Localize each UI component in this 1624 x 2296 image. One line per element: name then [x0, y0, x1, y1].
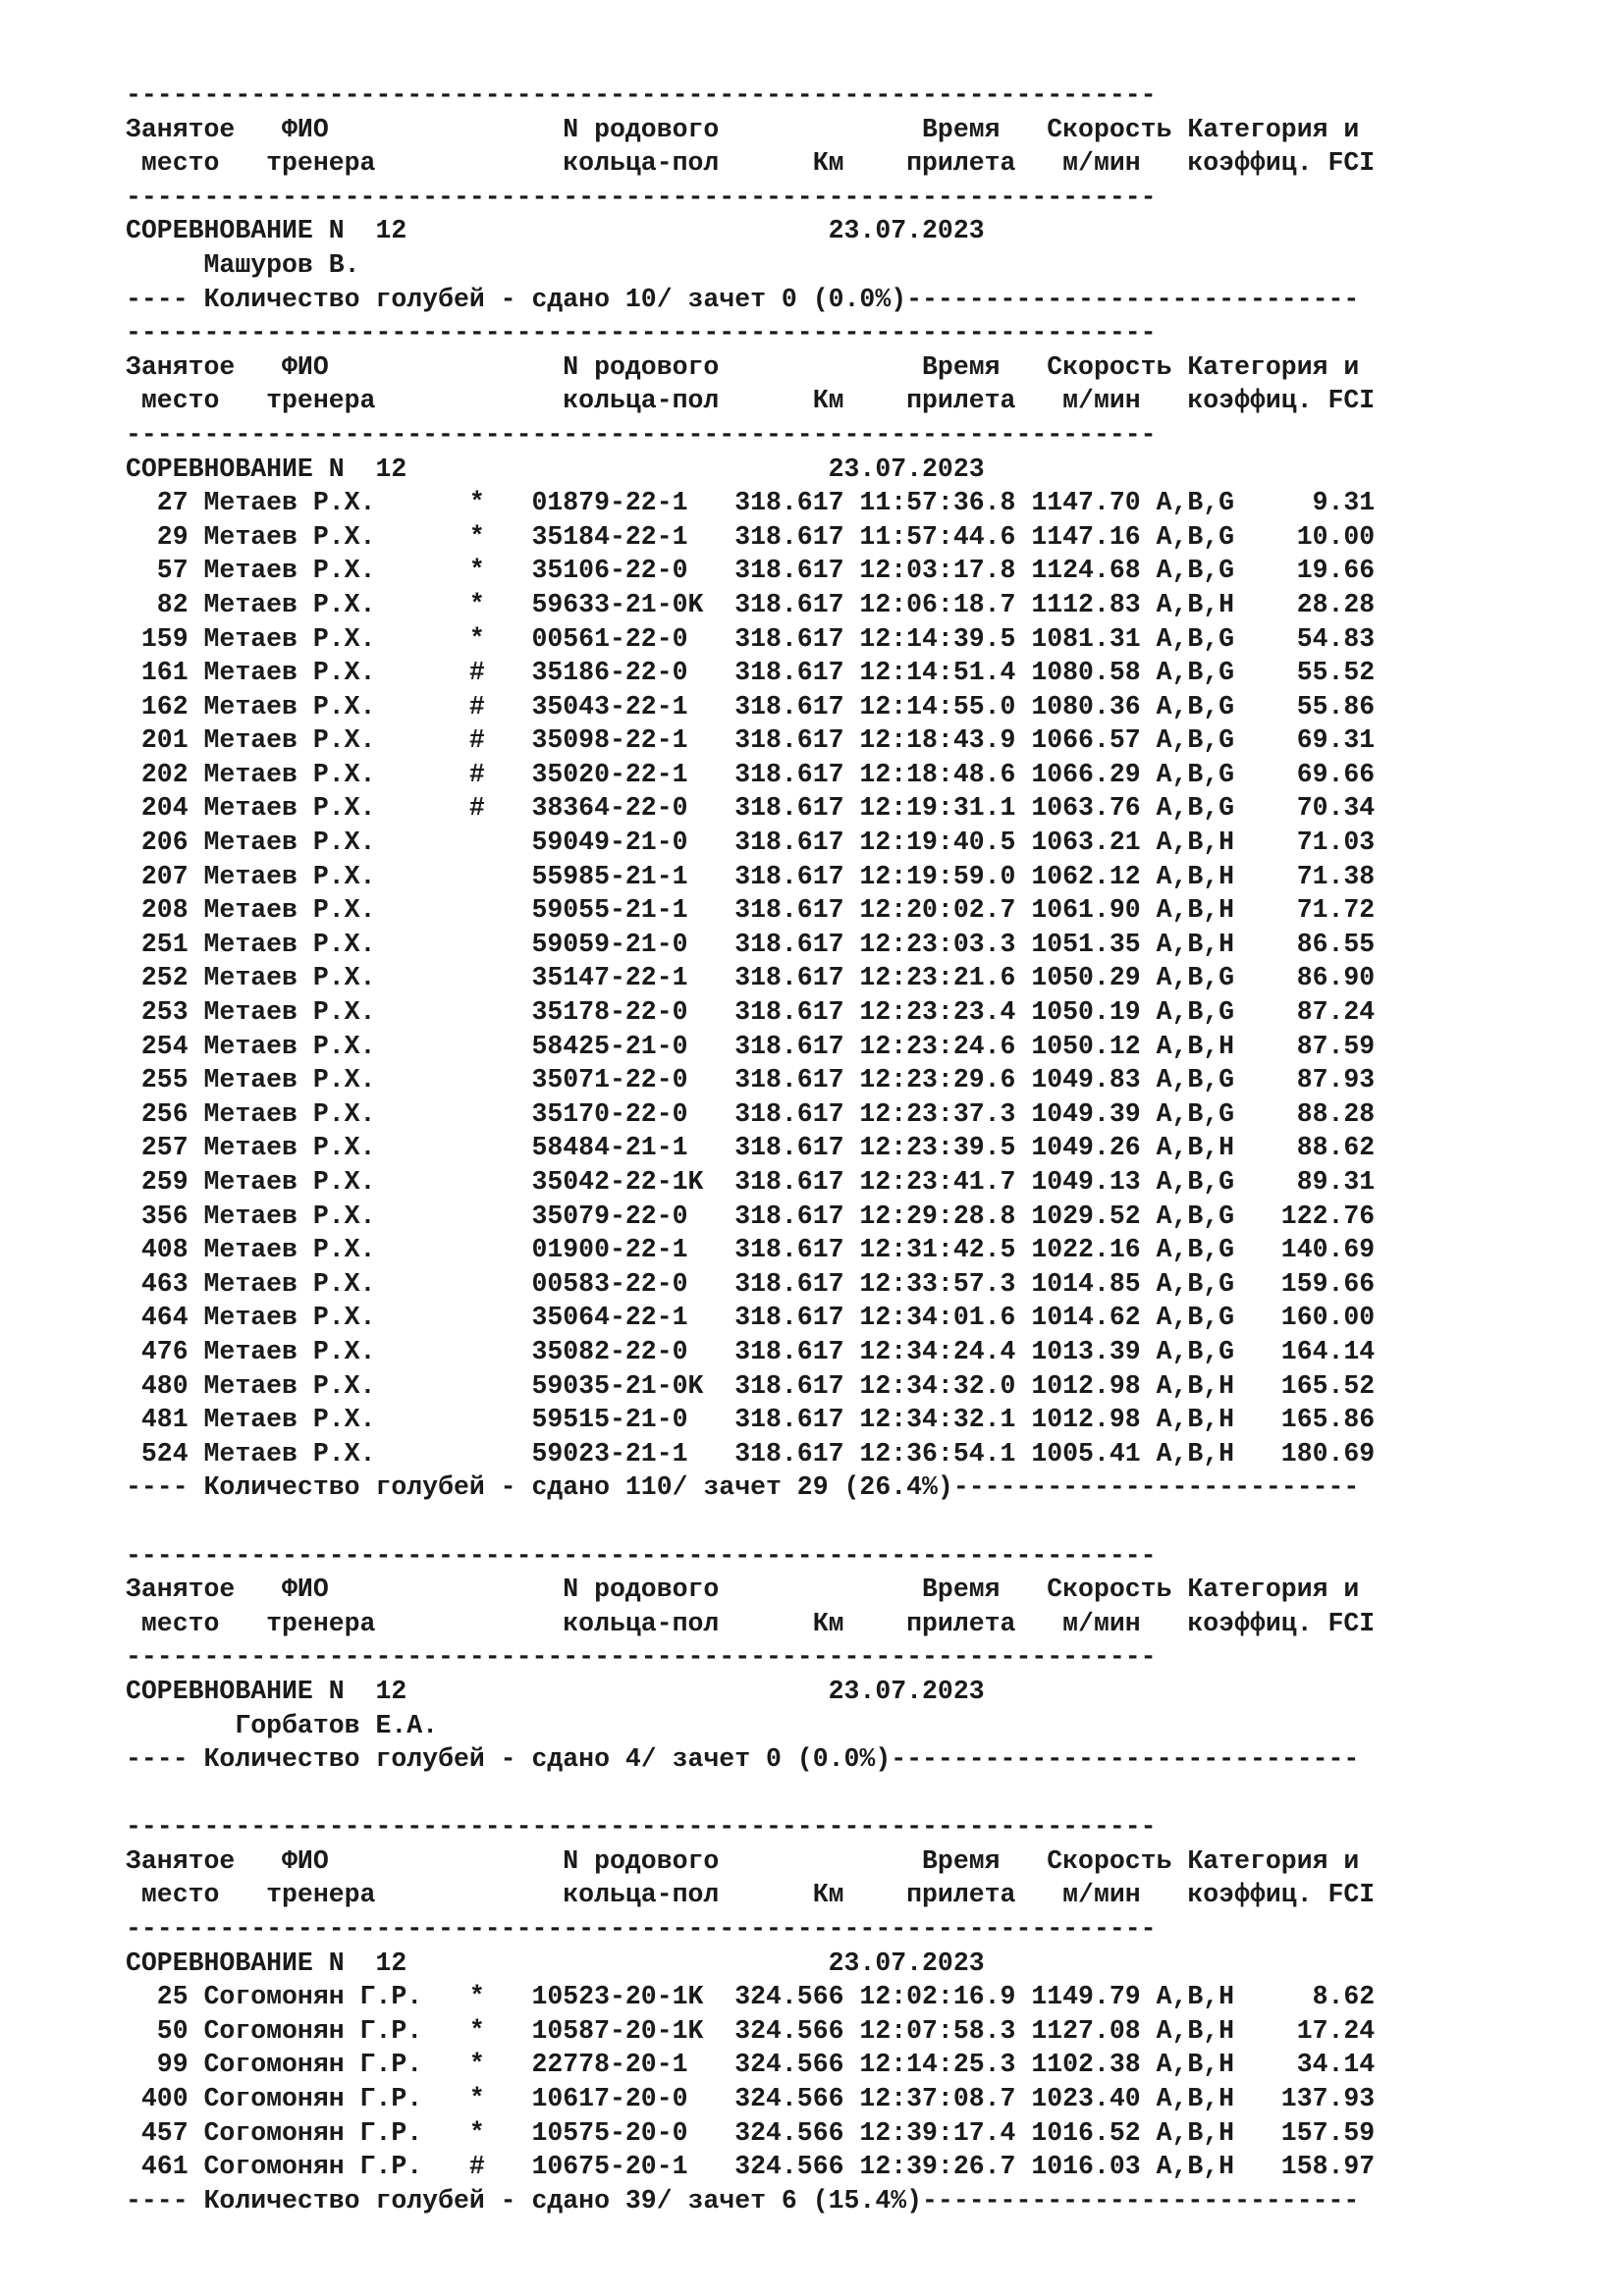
result-row: 356 Метаев Р.Х. 35079-22-0 318.617 12:29:28.8 1029.52 A,B,G 122.76 — [126, 1201, 1376, 1231]
result-row: 159 Метаев Р.Х. * 00561-22-0 318.617 12:14:39.5 1081.31 A,B,G 54.83 — [126, 623, 1376, 654]
blank-line — [126, 1505, 1375, 1539]
results-printout — [126, 79, 1375, 2217]
result-row: 253 Метаев Р.Х. 35178-22-0 318.617 12:23:23.4 1050.19 A,B,G 87.24 — [126, 997, 1376, 1028]
separator-line: ------------------------------------------------------------------ — [126, 318, 1157, 348]
summary-line: ---- Количество голубей - сдано 39/ зачет 6 (15.4%)---------------------------- — [126, 2185, 1360, 2216]
fancier-name: Машуров В. — [126, 249, 360, 280]
result-row: 29 Метаев Р.Х. * 35184-22-1 318.617 11:57:44.6 1147.16 A,B,G 10.00 — [126, 521, 1376, 552]
column-header: Занятое ФИО N родового Время Скорость Категория и — [126, 351, 1360, 382]
blank-line — [126, 1777, 1375, 1811]
result-row: 254 Метаев Р.Х. 58425-21-0 318.617 12:23:24.6 1050.12 A,B,H 87.59 — [126, 1031, 1376, 1061]
result-row: 476 Метаев Р.Х. 35082-22-0 318.617 12:34:24.4 1013.39 A,B,G 164.14 — [126, 1336, 1376, 1366]
column-header: Занятое ФИО N родового Время Скорость Категория и — [126, 114, 1360, 144]
result-row: 99 Согомонян Г.Р. * 22778-20-1 324.566 12:14:25.3 1102.38 A,B,H 34.14 — [126, 2050, 1376, 2080]
separator-line: ------------------------------------------------------------------ — [126, 419, 1157, 450]
result-row: 204 Метаев Р.Х. # 38364-22-0 318.617 12:19:31.1 1063.76 A,B,G 70.34 — [126, 793, 1376, 824]
separator-line: ------------------------------------------------------------------ — [126, 1642, 1157, 1673]
summary-line: ---- Количество голубей - сдано 110/ зачет 29 (26.4%)-------------------------- — [126, 1472, 1360, 1503]
column-header: Занятое ФИО N родового Время Скорость Категория и — [126, 1845, 1360, 1876]
result-row: 463 Метаев Р.Х. 00583-22-0 318.617 12:33:57.3 1014.85 A,B,G 159.66 — [126, 1268, 1376, 1299]
fancier-name: Горбатов Е.А. — [126, 1710, 439, 1740]
result-row: 408 Метаев Р.Х. 01900-22-1 318.617 12:31:42.5 1022.16 A,B,G 140.69 — [126, 1235, 1376, 1265]
column-header: место тренера кольца-пол Км прилета м/мин коэффиц. FCI — [126, 386, 1376, 416]
competition-header: СОРЕВНОВАНИЕ N 12 23.07.2023 — [126, 1948, 985, 1978]
result-row: 257 Метаев Р.Х. 58484-21-1 318.617 12:23:39.5 1049.26 A,B,H 88.62 — [126, 1133, 1376, 1163]
result-row: 57 Метаев Р.Х. * 35106-22-0 318.617 12:03:17.8 1124.68 A,B,G 19.66 — [126, 556, 1376, 586]
result-row: 202 Метаев Р.Х. # 35020-22-1 318.617 12:18:48.6 1066.29 A,B,G 69.66 — [126, 759, 1376, 789]
result-row: 161 Метаев Р.Х. # 35186-22-0 318.617 12:14:51.4 1080.58 A,B,G 55.52 — [126, 658, 1376, 688]
column-header: Занятое ФИО N родового Время Скорость Категория и — [126, 1575, 1360, 1605]
result-row: 207 Метаев Р.Х. 55985-21-1 318.617 12:19:59.0 1062.12 A,B,H 71.38 — [126, 861, 1376, 891]
competition-header: СОРЕВНОВАНИЕ N 12 23.07.2023 — [126, 216, 985, 246]
result-row: 201 Метаев Р.Х. # 35098-22-1 318.617 12:18:43.9 1066.57 A,B,G 69.31 — [126, 725, 1376, 756]
column-header: место тренера кольца-пол Км прилета м/мин коэффиц. FCI — [126, 1880, 1376, 1910]
result-row: 256 Метаев Р.Х. 35170-22-0 318.617 12:23:37.3 1049.39 A,B,G 88.28 — [126, 1098, 1376, 1129]
separator-line: ------------------------------------------------------------------ — [126, 1914, 1157, 1945]
separator-line: ------------------------------------------------------------------ — [126, 1540, 1157, 1571]
result-row: 524 Метаев Р.Х. 59023-21-1 318.617 12:36:54.1 1005.41 A,B,H 180.69 — [126, 1438, 1376, 1468]
competition-header: СОРЕВНОВАНИЕ N 12 23.07.2023 — [126, 454, 985, 484]
competition-header: СОРЕВНОВАНИЕ N 12 23.07.2023 — [126, 1676, 985, 1706]
result-row: 259 Метаев Р.Х. 35042-22-1K 318.617 12:23:41.7 1049.13 A,B,G 89.31 — [126, 1167, 1376, 1197]
result-row: 206 Метаев Р.Х. 59049-21-0 318.617 12:19:40.5 1063.21 A,B,H 71.03 — [126, 828, 1376, 858]
separator-line: ------------------------------------------------------------------ — [126, 182, 1157, 212]
summary-line: ---- Количество голубей - сдано 10/ зачет 0 (0.0%)----------------------------- — [126, 284, 1360, 314]
column-header: место тренера кольца-пол Км прилета м/мин коэффиц. FCI — [126, 148, 1376, 179]
column-header: место тренера кольца-пол Км прилета м/мин коэффиц. FCI — [126, 1608, 1376, 1638]
result-row: 481 Метаев Р.Х. 59515-21-0 318.617 12:34:32.1 1012.98 A,B,H 165.86 — [126, 1405, 1376, 1435]
result-row: 251 Метаев Р.Х. 59059-21-0 318.617 12:23:03.3 1051.35 A,B,H 86.55 — [126, 929, 1376, 959]
result-row: 252 Метаев Р.Х. 35147-22-1 318.617 12:23:21.6 1050.29 A,B,G 86.90 — [126, 963, 1376, 993]
result-row: 255 Метаев Р.Х. 35071-22-0 318.617 12:23:29.6 1049.83 A,B,G 87.93 — [126, 1065, 1376, 1095]
result-row: 50 Согомонян Г.Р. * 10587-20-1K 324.566 12:07:58.3 1127.08 A,B,H 17.24 — [126, 2015, 1376, 2046]
result-row: 480 Метаев Р.Х. 59035-21-0K 318.617 12:34:32.0 1012.98 A,B,H 165.52 — [126, 1370, 1376, 1401]
result-row: 27 Метаев Р.Х. * 01879-22-1 318.617 11:57:36.8 1147.70 A,B,G 9.31 — [126, 488, 1376, 518]
result-row: 162 Метаев Р.Х. # 35043-22-1 318.617 12:14:55.0 1080.36 A,B,G 55.86 — [126, 691, 1376, 721]
result-row: 400 Согомонян Г.Р. * 10617-20-0 324.566 12:37:08.7 1023.40 A,B,H 137.93 — [126, 2084, 1376, 2114]
result-row: 208 Метаев Р.Х. 59055-21-1 318.617 12:20:02.7 1061.90 A,B,H 71.72 — [126, 895, 1376, 926]
summary-line: ---- Количество голубей - сдано 4/ зачет 0 (0.0%)------------------------------ — [126, 1744, 1360, 1775]
result-row: 461 Согомонян Г.Р. # 10675-20-1 324.566 12:39:26.7 1016.03 A,B,H 158.97 — [126, 2152, 1376, 2182]
result-row: 464 Метаев Р.Х. 35064-22-1 318.617 12:34:01.6 1014.62 A,B,G 160.00 — [126, 1303, 1376, 1333]
result-row: 82 Метаев Р.Х. * 59633-21-0K 318.617 12:06:18.7 1112.83 A,B,H 28.28 — [126, 589, 1376, 619]
result-row: 25 Согомонян Г.Р. * 10523-20-1K 324.566 12:02:16.9 1149.79 A,B,H 8.62 — [126, 1982, 1376, 2012]
separator-line: ------------------------------------------------------------------ — [126, 1812, 1157, 1842]
result-row: 457 Согомонян Г.Р. * 10575-20-0 324.566 12:39:17.4 1016.52 A,B,H 157.59 — [126, 2117, 1376, 2148]
separator-line: ------------------------------------------------------------------ — [126, 80, 1157, 110]
